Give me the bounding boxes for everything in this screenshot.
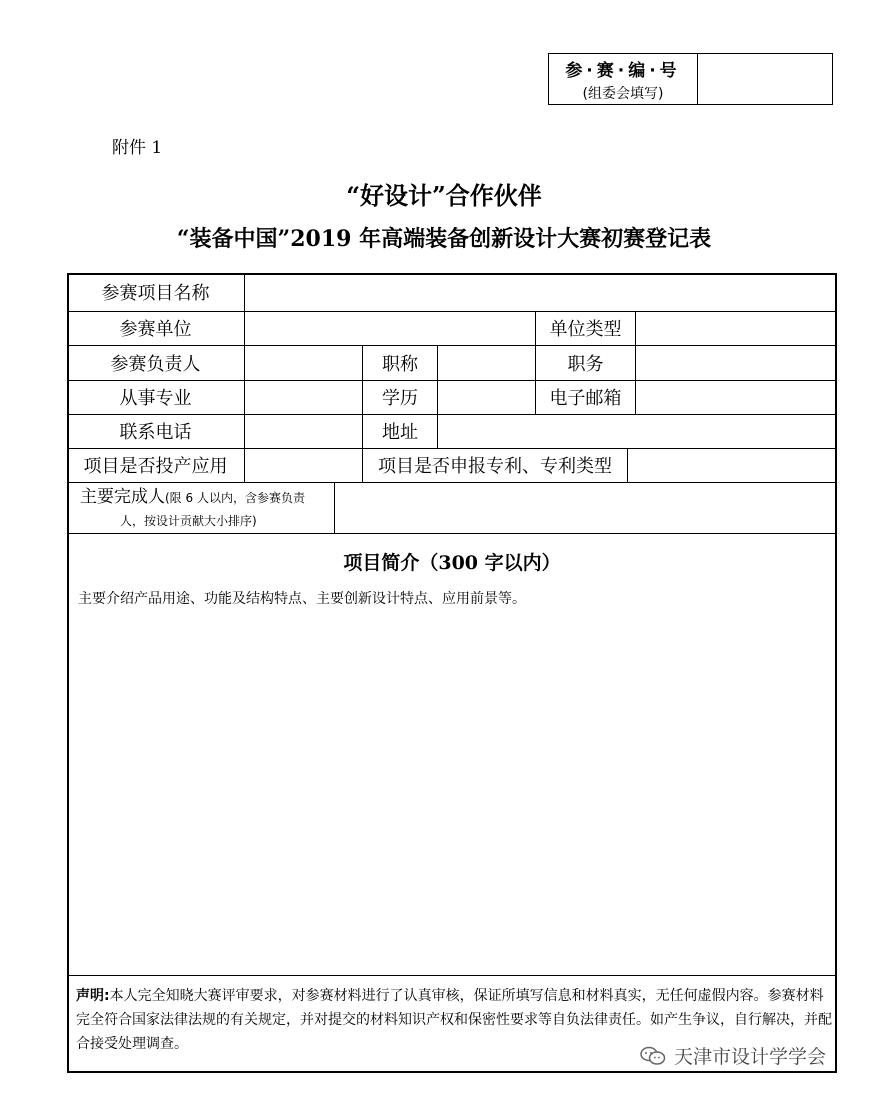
entry-number-box <box>548 53 833 105</box>
education-label: 学历 <box>382 388 418 409</box>
row-divider <box>67 975 837 976</box>
specialty-field[interactable] <box>245 380 362 414</box>
main-completers-label <box>80 486 334 532</box>
leader-label: 参赛负责人 <box>110 353 201 375</box>
project-name-label: 参赛项目名称 <box>101 283 210 304</box>
position-label: 职务 <box>567 353 604 375</box>
title-label: 职称 <box>382 353 418 375</box>
phone-label: 联系电话 <box>119 422 192 443</box>
declaration-text: 本人完全知晓大赛评审要求，对参赛材料进行了认真审核，保证所填写信息和材料真实，无任何虚假内容。参赛材料完全符合国家法律法规的有关规定，并对提交的材料知识产权和保密性要求等自负法律责任。如产生争议，自行解决，并配合接受处理调查。 <box>76 988 832 1052</box>
leader-field[interactable] <box>245 345 362 380</box>
main-completers-title: 主要完成人 <box>80 487 165 507</box>
specialty-label: 从事专业 <box>119 388 192 409</box>
in-production-label: 项目是否投产应用 <box>83 456 228 477</box>
patent-field[interactable] <box>628 448 835 482</box>
email-label: 电子邮箱 <box>549 388 622 409</box>
entrant-unit-field[interactable] <box>245 311 535 345</box>
declaration-label: 声明: <box>76 988 110 1004</box>
entrant-unit-label: 参赛单位 <box>119 319 192 340</box>
email-field[interactable] <box>636 380 835 414</box>
patent-label: 项目是否申报专利、专利类型 <box>378 456 612 477</box>
summary-heading: 项目简介（300 字以内） <box>343 552 561 574</box>
row-divider <box>67 533 837 534</box>
education-field[interactable] <box>438 380 535 414</box>
main-completers-note-1: (限 6 人以内，含参赛负责 <box>165 491 305 505</box>
summary-hint: 主要介绍产品用途、功能及结构特点、主要创新设计特点、应用前景等。 <box>78 591 526 607</box>
attachment-label: 附件 1 <box>112 138 163 158</box>
phone-field[interactable] <box>245 414 362 448</box>
title-field[interactable] <box>438 345 535 380</box>
project-name-field[interactable] <box>245 273 835 311</box>
summary-field[interactable] <box>70 610 834 972</box>
main-completers-note-2: 人，按设计贡献大小排序) <box>120 514 257 528</box>
position-field[interactable] <box>636 345 835 380</box>
watermark-text: 天津市设计学学会 <box>673 1046 826 1068</box>
entry-number-divider <box>697 54 698 104</box>
wechat-icon <box>640 1046 666 1066</box>
unit-type-label: 单位类型 <box>549 319 622 340</box>
title-line-1: “好设计”合作伙伴 <box>346 181 542 210</box>
main-completers-field[interactable] <box>335 482 835 533</box>
in-production-field[interactable] <box>245 448 362 482</box>
watermark <box>640 1042 826 1069</box>
entry-number-sublabel: (组委会填写) <box>582 86 664 102</box>
address-label: 地址 <box>382 422 418 443</box>
address-field[interactable] <box>438 414 835 448</box>
unit-type-field[interactable] <box>636 311 835 345</box>
entry-number-label: 参·赛·编·号 <box>565 61 681 81</box>
title-line-2: “装备中国”2019 年高端装备创新设计大赛初赛登记表 <box>176 226 712 252</box>
